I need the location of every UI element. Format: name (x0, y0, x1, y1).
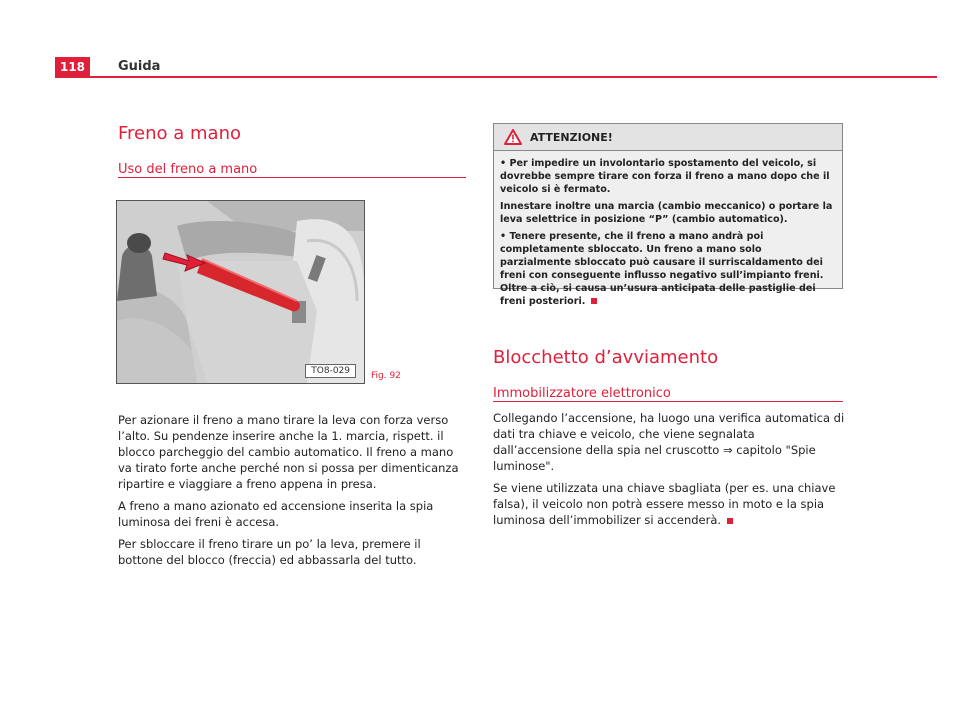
subsection-rule (118, 177, 466, 178)
section1-paragraph: A freno a mano azionato ed accensione inserita la spia luminosa dei freni è accesa. (118, 499, 434, 529)
page-number: 118 (55, 57, 90, 77)
figure-code: TO8-029 (305, 364, 356, 378)
subsection-title-uso-freno: Uso del freno a mano (118, 162, 258, 177)
warning-header (494, 124, 842, 151)
warning-box (493, 123, 843, 307)
subsection-rule (493, 401, 843, 402)
warning-triangle-icon (504, 129, 522, 145)
section2-paragraph-text: Se viene utilizzata una chiave sbagliata (per es. una chiave falsa), il veicolo non potrà essere messo in moto e la spia luminosa dell’immobilizer si accenderà. (493, 481, 836, 527)
section2-body (493, 410, 845, 534)
figure-label: Fig. 92 (371, 371, 401, 381)
handbrake-illustration (117, 201, 364, 383)
section2-paragraph-last (493, 480, 845, 528)
header-title: Guida (118, 59, 161, 74)
section-title-blocchetto: Blocchetto d’avviamento (493, 347, 719, 368)
header-rule (55, 76, 937, 78)
warning-title: ATTENZIONE! (530, 130, 613, 144)
warning-paragraph-last (500, 230, 836, 308)
section1-paragraph: Per azionare il freno a mano tirare la leva con forza verso l’alto. Su pendenze inserire anche la 1. marcia, rispett. il blocco parcheggio del cambio automatico. Il freno a mano va tirato forte anche perché non si possa per dimenticanza ripartire e viaggiare a freno appena in presa. (118, 413, 459, 491)
end-mark-icon (591, 298, 597, 304)
section1-body (118, 412, 468, 574)
warning-paragraph: Innestare inoltre una marcia (cambio meccanico) o portare la leva selettrice in posizione “P” (cambio automatico). (500, 201, 833, 225)
section2-paragraph: Collegando l’accensione, ha luogo una verifica automatica di dati tra chiave e veicolo, che viene segnalata dall’accensione della spia nel cruscotto ⇒ capitolo "Spie luminose". (493, 411, 845, 473)
subsection-title-immobilizzatore: Immobilizzatore elettronico (493, 386, 671, 401)
handbrake-figure (116, 200, 365, 384)
section1-paragraph: Per sbloccare il freno tirare un po’ la leva, premere il bottone del blocco (freccia) ed abbassarla del tutto. (118, 537, 421, 567)
warning-paragraph-text: • Tenere presente, che il freno a mano andrà poi completamente sbloccato. Un freno a mano solo parzialmente sbloccato può causare il surriscaldamento dei freni con conseguente influsso negativo sull’impianto freni. Oltre a ciò, si causa un’usura anticipata delle pastiglie dei freni posteriori. (500, 231, 824, 307)
warning-paragraph: • Per impedire un involontario spostamento del veicolo, si dovrebbe sempre tirare con forza il freno a mano dopo che il veicolo si è fermato. (500, 158, 830, 195)
end-mark-icon (727, 518, 733, 524)
section-title-freno: Freno a mano (118, 123, 242, 144)
warning-body (494, 151, 842, 308)
